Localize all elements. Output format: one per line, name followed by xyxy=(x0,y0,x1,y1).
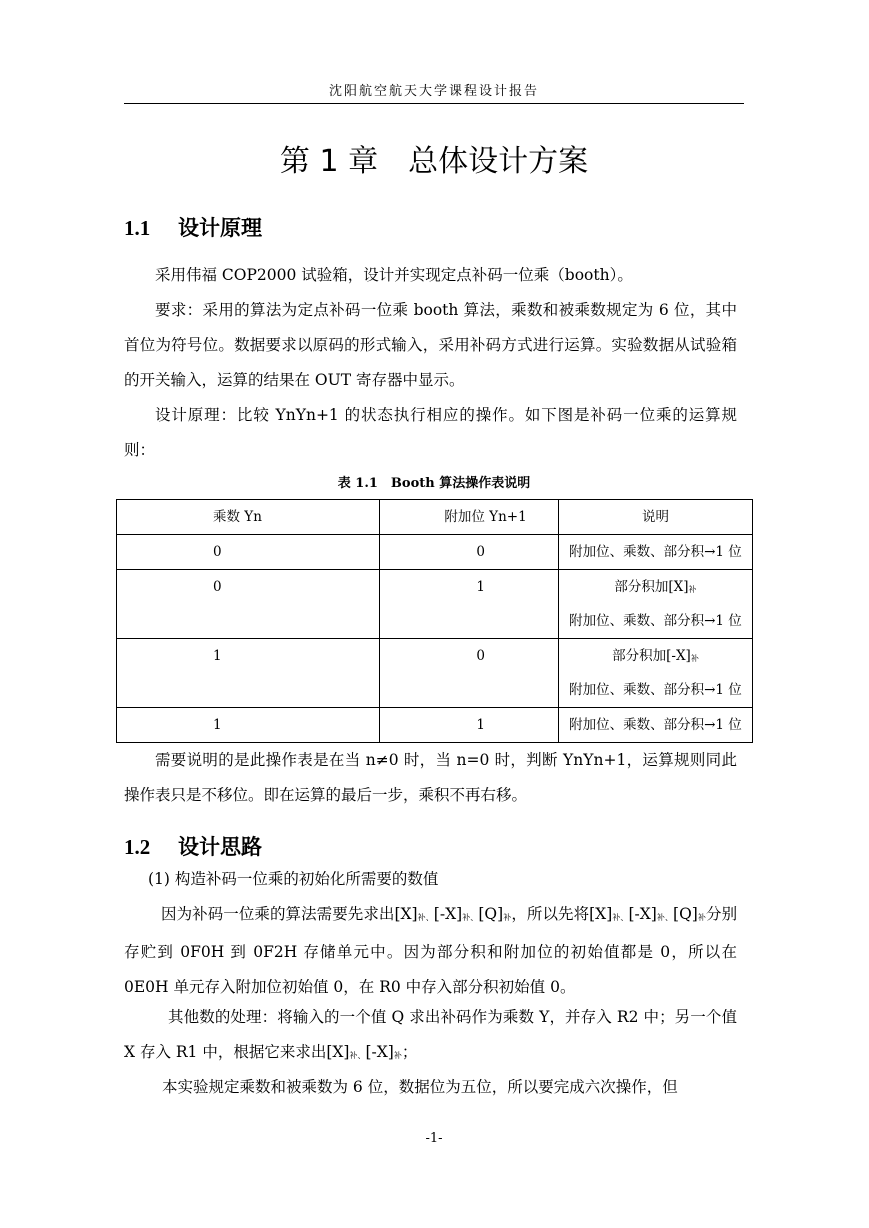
desc-text: 部分积加[-X] xyxy=(612,648,691,664)
cell-text: 1 xyxy=(213,648,222,664)
cell-text: 0 xyxy=(213,544,222,560)
paragraph: 需要说明的是此操作表是在当 n≠0 时，当 n=0 时，判断 YnYn+1，运算规则同此操作表只是不移位。即在运算的最后一步，乘积不再右移。 xyxy=(124,751,737,804)
paragraph xyxy=(124,897,737,1005)
desc-text: 部分积加[X] xyxy=(614,579,689,595)
subscript: 补 xyxy=(393,1051,402,1060)
subscript: 补 xyxy=(690,654,699,663)
table-cell xyxy=(117,535,380,570)
section-number: 1.2 xyxy=(124,835,151,859)
cell-text: 1 xyxy=(476,717,485,733)
table-row xyxy=(117,570,753,639)
paragraph: 要求：采用的算法为定点补码一位乘 booth 算法，乘数和被乘数规定为 6 位，其中首位为符号位。数据要求以原码的形式输入，采用补码方式进行运算。实验数据从试验箱的开关输入，运算的结果在 OUT 寄存器中显示。 xyxy=(124,301,737,389)
text-run: [-X] xyxy=(365,1043,394,1061)
cell-text: 1 xyxy=(213,717,222,733)
table-cell xyxy=(558,708,752,743)
cell-text: 附加位、乘数、部分积→1 位 xyxy=(569,613,742,629)
table-row xyxy=(117,708,753,743)
header-rule xyxy=(124,103,744,104)
table-cell xyxy=(117,570,380,639)
cell-text: 0 xyxy=(476,648,485,664)
text-run: [Q] xyxy=(478,905,504,923)
booth-table xyxy=(116,499,753,743)
table-caption: 表 1.1 Booth 算法操作表说明 xyxy=(337,476,531,491)
header-cell: 乘数 Yn xyxy=(117,500,380,535)
subscript: 补、 xyxy=(349,1051,366,1060)
table-row xyxy=(117,639,753,708)
cell-text: 附加位、乘数、部分积→1 位 xyxy=(569,717,742,733)
cell-text: 附加位、乘数、部分积→1 位 xyxy=(569,682,742,698)
text-run: [-X] xyxy=(628,905,657,923)
page-number: -1- xyxy=(425,1131,443,1146)
text-run: 分别存贮到 0F0H 到 0F2H 存储单元中。因为部分积和附加位的初始值都是 0，所以在 0E0H 单元存入附加位初始值 0，在 R0 中存入部分积初始值 0。 xyxy=(124,905,738,996)
table-cell xyxy=(380,639,559,708)
text-run: [-X] xyxy=(433,905,463,923)
table-cell xyxy=(558,639,752,708)
header-cell xyxy=(380,500,559,535)
table-cell xyxy=(558,570,752,639)
subscript: 补、 xyxy=(417,913,434,922)
table-cell xyxy=(380,535,559,570)
paragraph: 本实验规定乘数和被乘数为 6 位，数据位为五位，所以要完成六次操作，但 xyxy=(162,1078,678,1096)
table-cell xyxy=(117,639,380,708)
cell-text: 1 xyxy=(476,579,485,595)
cell-text xyxy=(559,639,752,673)
list-item: (1) 构造补码一位乘的初始化所需要的数值 xyxy=(148,870,439,888)
table-header-row xyxy=(117,500,753,535)
table-cell xyxy=(380,708,559,743)
text-run: 因为补码一位乘的算法需要先求出[X] xyxy=(161,905,418,923)
table-row xyxy=(117,535,753,570)
subscript: 补、 xyxy=(612,913,629,922)
table-cell xyxy=(117,708,380,743)
section-title: 设计原理 xyxy=(178,216,262,240)
text-run: 其他数的处理：将输入的一个值 Q 求出补码作为乘数 Y，并存入 R2 中；另一个值 X 存入 R1 中，根据它来求出[X] xyxy=(124,1008,737,1061)
table-cell xyxy=(380,570,559,639)
section-title: 设计思路 xyxy=(178,835,262,859)
subscript: 补、 xyxy=(656,913,674,922)
paragraph xyxy=(124,1000,737,1073)
section-number: 1.1 xyxy=(124,216,151,240)
text-run: ，所以先将[X] xyxy=(511,905,613,923)
chapter-title: 第 1 章 总体设计方案 xyxy=(279,144,589,179)
section-heading-1-1 xyxy=(124,212,262,242)
cell-text: 0 xyxy=(476,544,485,560)
table-cell xyxy=(558,535,752,570)
header-cell: 说明 xyxy=(558,500,752,535)
cell-text: 附加位、乘数、部分积→1 位 xyxy=(569,544,742,560)
subscript: 补 xyxy=(503,913,512,922)
subscript: 补、 xyxy=(462,913,479,922)
cell-text xyxy=(559,570,752,604)
header-cell-text: 附加位 Yn+1 xyxy=(444,509,527,525)
cell-text: 0 xyxy=(213,579,222,595)
text-run: [Q] xyxy=(673,905,698,923)
subscript: 补 xyxy=(688,585,697,594)
paragraph: 采用伟福 COP2000 试验箱，设计并实现定点补码一位乘（booth）。 xyxy=(155,266,633,284)
paragraph: 设计原理：比较 YnYn+1 的状态执行相应的操作。如下图是补码一位乘的运算规则： xyxy=(124,406,737,459)
section-heading-1-2 xyxy=(124,831,262,861)
running-header: 沈阳航空航天大学课程设计报告 xyxy=(328,84,539,99)
text-run: ； xyxy=(401,1043,418,1061)
subscript: 补 xyxy=(697,913,706,922)
